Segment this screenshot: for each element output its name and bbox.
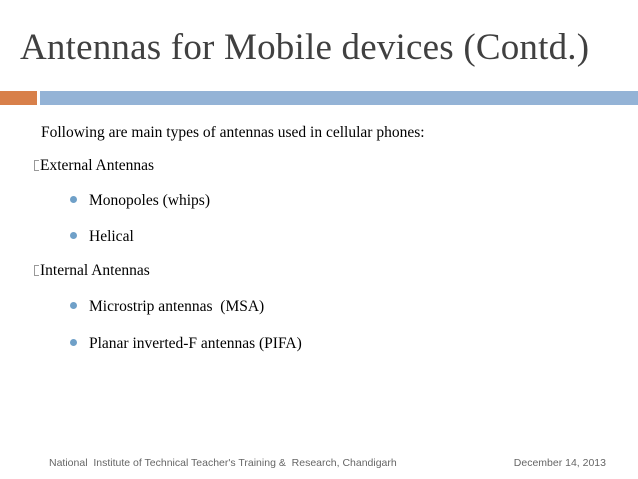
group-heading bbox=[34, 262, 150, 280]
list-item-label: Monopoles (whips) bbox=[89, 192, 210, 209]
list-item bbox=[70, 228, 134, 246]
bullet-icon bbox=[70, 196, 77, 203]
group-heading bbox=[34, 157, 154, 175]
title-accent-bar-blue bbox=[40, 91, 638, 105]
list-item bbox=[70, 335, 302, 353]
list-item-label: Microstrip antennas (MSA) bbox=[89, 298, 265, 315]
slide-title: Antennas for Mobile devices (Contd.) bbox=[20, 27, 590, 68]
bullet-icon bbox=[70, 339, 77, 346]
list-item-label: Helical bbox=[89, 228, 134, 245]
footer-date: December 14, 2013 bbox=[513, 457, 606, 469]
list-item-label: Planar inverted-F antennas (PIFA) bbox=[89, 335, 302, 352]
footer-institute: National Institute of Technical Teacher's Training & Research, Chandigarh bbox=[49, 457, 397, 469]
intro-text: Following are main types of antennas used in cellular phones: bbox=[41, 124, 425, 141]
bullet-icon bbox=[70, 232, 77, 239]
group-heading-label: External Antennas bbox=[40, 157, 155, 174]
list-item bbox=[70, 298, 264, 316]
missing-glyph-icon bbox=[34, 160, 39, 171]
missing-glyph-icon bbox=[34, 265, 39, 276]
title-accent-bar-orange bbox=[0, 91, 37, 105]
group-heading-label: Internal Antennas bbox=[40, 262, 150, 279]
bullet-icon bbox=[70, 302, 77, 309]
list-item bbox=[70, 192, 210, 210]
